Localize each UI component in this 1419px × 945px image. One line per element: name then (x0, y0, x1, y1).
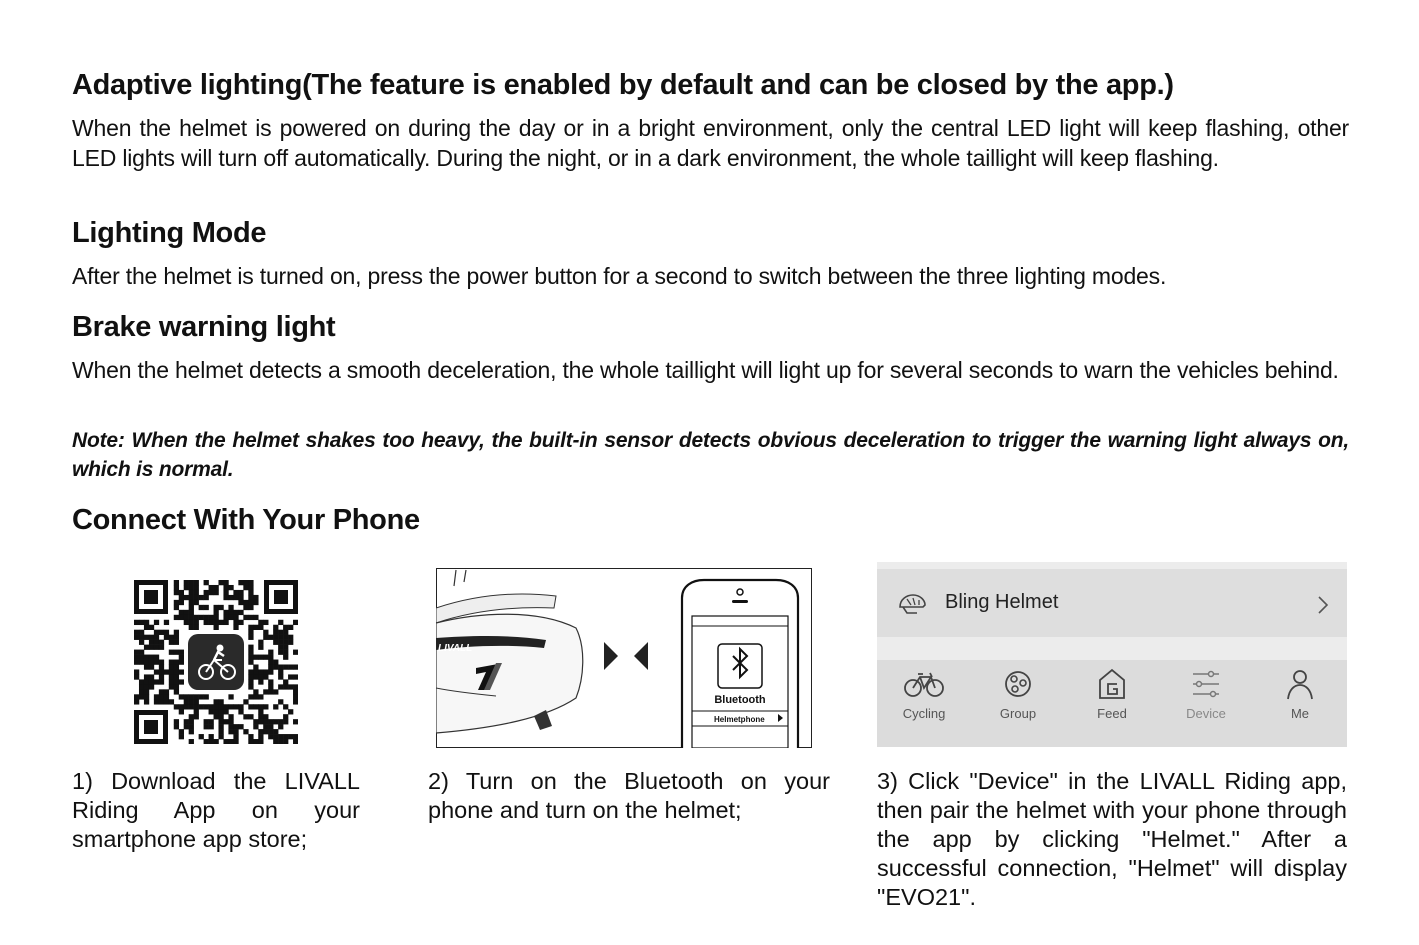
qr-code-image (134, 580, 298, 744)
tab-group[interactable] (971, 660, 1065, 747)
app-screen (877, 562, 1347, 747)
livall-app-logo-icon (188, 634, 244, 690)
brake-warning-note: Note: When the helmet shakes too heavy, the built-in sensor detects obvious deceleration to trigger the warning light always on, which is normal. (72, 429, 1349, 481)
lighting-mode-heading: Lighting Mode (72, 217, 267, 249)
tab-feed-label: Feed (1097, 706, 1127, 721)
tab-feed[interactable] (1065, 660, 1159, 747)
phone-bluetooth-label: Bluetooth (714, 694, 766, 706)
brake-warning-heading: Brake warning light (72, 311, 336, 343)
step-1-caption: 1) Download the LIVALL Riding App on your smartphone app store; (72, 768, 360, 852)
device-icon (1185, 668, 1227, 700)
helmet-phone-illustration (436, 568, 812, 748)
chevron-right-icon (1317, 595, 1329, 615)
step-2-caption: 2) Turn on the Bluetooth on your phone and turn on the helmet; (428, 768, 830, 823)
helmet-brand-text: LIVALL (438, 643, 473, 654)
helmet-icon (897, 593, 927, 615)
step-3-caption: 3) Click "Device" in the LIVALL Riding app, then pair the helmet with your phone through the app by clicking "Helmet." After a successful connection, "Helmet" will display "EVO21". (877, 768, 1347, 910)
connect-phone-heading: Connect With Your Phone (72, 504, 420, 536)
adaptive-lighting-body: When the helmet is powered on during the day or in a bright environment, only the central LED light will keep flashing, other LED lights will turn off automatically. During the night, or in a dark environment, the whole taillight will keep flashing. (72, 115, 1349, 171)
group-icon (997, 668, 1039, 700)
phone-device-label: Helmetphone (714, 715, 765, 724)
device-name: Bling Helmet (945, 591, 1059, 613)
adaptive-lighting-heading: Adaptive lighting(The feature is enabled by default and can be closed by the app.) (72, 69, 1174, 101)
device-row[interactable] (877, 569, 1347, 637)
feed-icon (1091, 668, 1133, 700)
lighting-mode-body: After the helmet is turned on, press the power button for a second to switch between the three lighting modes. (72, 263, 1167, 289)
tab-cycling[interactable] (877, 660, 971, 747)
bike-icon (903, 668, 945, 700)
tab-me[interactable] (1253, 660, 1347, 747)
tab-cycling-label: Cycling (902, 706, 946, 721)
brake-warning-body: When the helmet detects a smooth deceleration, the whole taillight will light up for several seconds to warn the vehicles behind. (72, 357, 1339, 383)
person-icon (1279, 668, 1321, 700)
tab-group-label: Group (999, 706, 1037, 721)
tab-device[interactable] (1159, 660, 1253, 747)
tab-me-label: Me (1290, 706, 1310, 721)
tab-bar (877, 660, 1347, 747)
tab-device-label: Device (1186, 706, 1226, 721)
